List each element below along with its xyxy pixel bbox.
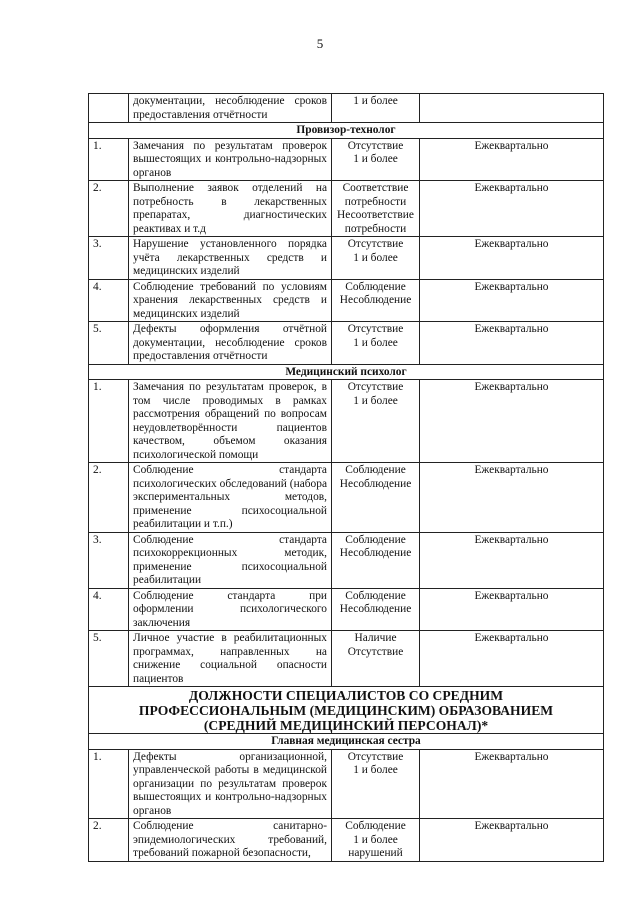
row-number: 1. [89,380,129,463]
evaluation-value: Несоответствие [337,209,414,221]
row-number: 5. [89,322,129,365]
table-row [89,279,604,322]
evaluation-value: 1 и более [353,394,398,407]
table-row [89,588,604,631]
evaluation-value: Отсутствие [347,323,404,335]
row-number: 4. [89,588,129,631]
row-number: 2. [89,819,129,862]
evaluation-values [332,181,420,237]
section-title: Главная медицинская сестра [89,734,604,750]
row-number: 1. [89,138,129,181]
evaluation-values [332,94,420,123]
criterion-text: Соблюдение требований по условиям хранения лекарственных средств и медицинских изделий [129,279,332,322]
category-heading-line: (СРЕДНИЙ МЕДИЦИНСКИЙ ПЕРСОНАЛ)* [203,718,489,733]
criterion-text: Личное участие в реабилитационных программах, направленных на снижение социальной опасности пациентов [129,631,332,687]
frequency: Ежеквартально [420,322,604,365]
evaluation-value: Несоблюдение [339,547,412,559]
frequency [420,94,604,123]
row-number [89,94,129,123]
table-row [89,181,604,237]
table-row [89,94,604,123]
evaluation-value: Несоблюдение [339,603,412,615]
evaluation-values [332,532,420,588]
table-row [89,819,604,862]
section-row [89,734,604,750]
table-row [89,631,604,687]
evaluation-value: 1 и более [353,251,398,264]
row-number: 2. [89,463,129,533]
evaluation-values [332,237,420,280]
frequency: Ежеквартально [420,181,604,237]
category-heading [89,687,604,734]
table-row [89,463,604,533]
table-row [89,237,604,280]
evaluation-value: Несоблюдение [339,477,412,490]
frequency: Ежеквартально [420,463,604,533]
evaluation-value: 1 и более [353,153,398,165]
frequency: Ежеквартально [420,380,604,463]
frequency: Ежеквартально [420,279,604,322]
category-heading-line: ДОЛЖНОСТИ СПЕЦИАЛИСТОВ СО СРЕДНИМ [188,688,504,703]
page-number: 5 [316,36,324,51]
section-row [89,364,604,380]
evaluation-value: 1 и более [353,833,398,846]
evaluation-values [332,279,420,322]
evaluation-value: нарушений [348,847,403,859]
evaluation-value: Отсутствие [347,238,404,250]
criterion-text: Выполнение заявок отделений на потребность в лекарственных препаратах, диагностических реактивах и т.д [129,181,332,237]
section-title: Медицинский психолог [89,364,604,380]
frequency: Ежеквартально [420,532,604,588]
criterion-text: документации, несоблюдение сроков предоставления отчётности [129,94,332,123]
evaluation-value: Соблюдение [345,280,406,293]
evaluation-value: Соблюдение [345,820,406,832]
frequency: Ежеквартально [420,237,604,280]
evaluation-values [332,749,420,819]
evaluation-values [332,588,420,631]
evaluation-value: Наличие [354,632,397,644]
evaluation-value: Соблюдение [345,533,406,546]
evaluation-value: Несоблюдение [339,294,412,306]
table-row [89,749,604,819]
section-title: Провизор-технолог [89,123,604,139]
criterion-text: Соблюдение санитарно-эпидемиологических требований, требований пожарной безопасности, [129,819,332,862]
criterion-text: Соблюдение стандарта при оформлении психологического заключения [129,588,332,631]
row-number: 3. [89,237,129,280]
frequency: Ежеквартально [420,749,604,819]
category-heading-row [89,687,604,734]
frequency: Ежеквартально [420,819,604,862]
evaluation-value: 1 и более [353,336,398,349]
evaluation-values [332,631,420,687]
criterion-text: Нарушение установленного порядка учёта лекарственных средств и медицинских изделий [129,237,332,280]
criterion-text: Дефекты оформления отчётной документации, несоблюдение сроков предоставления отчётности [129,322,332,365]
row-number: 1. [89,749,129,819]
evaluation-value: Отсутствие [347,750,404,763]
table-row [89,138,604,181]
row-number: 5. [89,631,129,687]
evaluation-value: 1 и более [353,764,398,776]
category-heading-line: ПРОФЕССИОНАЛЬНЫМ (МЕДИЦИНСКИМ) ОБРАЗОВАНИЕМ [138,703,554,718]
row-number: 2. [89,181,129,237]
table-row [89,322,604,365]
criterion-text: Соблюдение стандарта психокоррекционных методик, применение психосоциальной реабилитации [129,532,332,588]
criterion-text: Дефекты организационной, управленческой работы в медицинской организации по результатам проверок вышестоящих и контрольно-надзорных органов [129,749,332,819]
evaluation-values [332,380,420,463]
criteria-table-body [89,94,604,862]
evaluation-value: Отсутствие [347,139,404,152]
section-row [89,123,604,139]
evaluation-value: Соблюдение [345,464,406,476]
criterion-text: Замечания по результатам проверок вышестоящих и контрольно-надзорных органов [129,138,332,181]
frequency: Ежеквартально [420,631,604,687]
evaluation-values [332,819,420,862]
evaluation-values [332,463,420,533]
row-number: 3. [89,532,129,588]
table-row [89,532,604,588]
evaluation-value: потребности [344,222,407,235]
evaluation-values [332,138,420,181]
evaluation-value: 1 и более [353,95,398,107]
evaluation-value: потребности [344,195,407,208]
evaluation-value: Соответствие [342,182,409,194]
evaluation-value: Отсутствие [347,645,404,658]
row-number: 4. [89,279,129,322]
frequency: Ежеквартально [420,138,604,181]
evaluation-values [332,322,420,365]
criteria-table [88,93,604,862]
evaluation-value: Отсутствие [347,381,404,393]
table-row [89,380,604,463]
frequency: Ежеквартально [420,588,604,631]
criterion-text: Соблюдение стандарта психологических обследований (набора экспериментальных методов, применение психосоциальной реабилитации и т.п.) [129,463,332,533]
criterion-text: Замечания по результатам проверок, в том числе проводимых в рамках рассмотрения обращений по вопросам неудовлетворённости пациентов качеством, объемом оказания психологической помощи [129,380,332,463]
evaluation-value: Соблюдение [345,589,406,602]
